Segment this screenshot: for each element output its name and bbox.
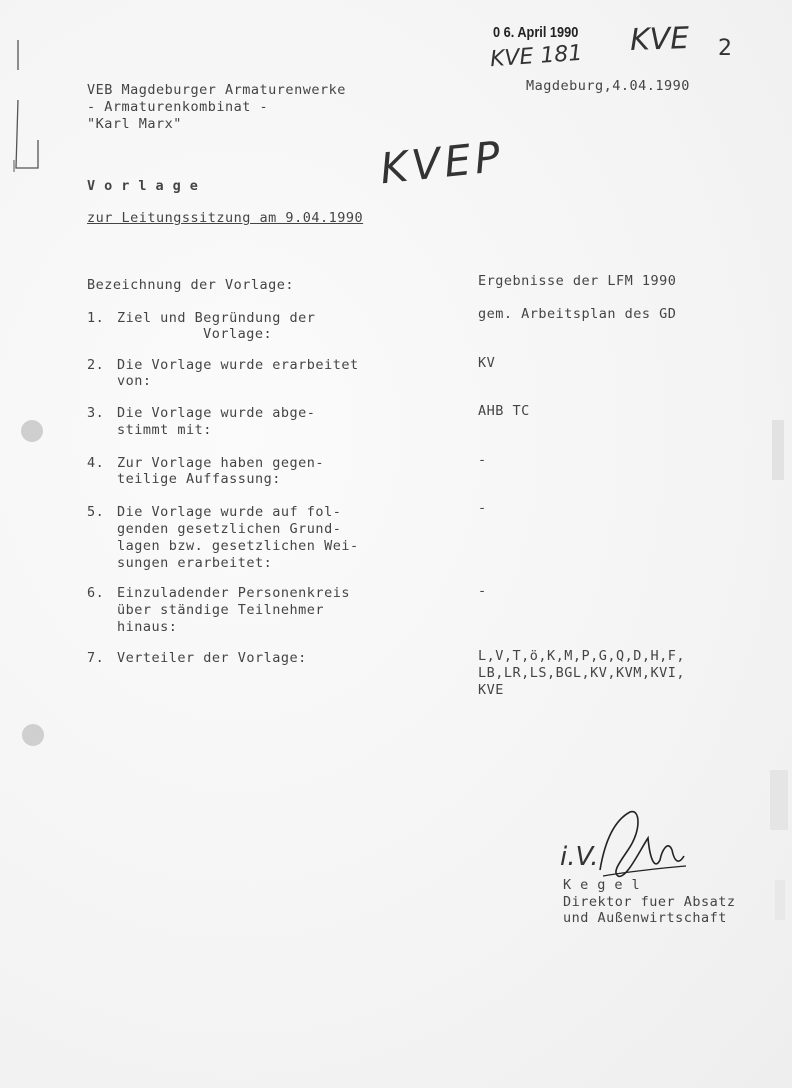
item-label-line: Zur Vorlage haben gegen- (117, 455, 325, 471)
item-number: 5. (87, 504, 105, 520)
handwritten-kve: KVE (629, 20, 690, 59)
signature-prefix: i.V. (560, 842, 599, 872)
item-number: 6. (87, 585, 105, 601)
punch-hole-bottom (22, 724, 44, 746)
item-answer: gem. Arbeitsplan des GD (478, 306, 677, 322)
item-label-line: Die Vorlage wurde erarbeitet (117, 357, 359, 373)
item-label-line: genden gesetzlichen Grund- (117, 521, 342, 537)
item-number: 3. (87, 405, 105, 421)
handwritten-page-number: 2 (718, 36, 732, 61)
item-number: 2. (87, 357, 105, 373)
item-label-line: Ziel und Begründung der (117, 310, 316, 326)
signer-name: Kegel (563, 877, 649, 893)
punch-hole-top (21, 420, 43, 442)
item-label-line: über ständige Teilnehmer (117, 602, 325, 618)
item-label-line: lagen bzw. gesetzlichen Wei- (117, 538, 359, 554)
item-answer: KVE (478, 682, 504, 698)
signer-title-line-1: Direktor fuer Absatz (563, 894, 736, 910)
designation-label: Bezeichnung der Vorlage: (87, 277, 295, 293)
item-label-line: stimmt mit: (117, 422, 212, 438)
item-answer: - (478, 583, 487, 599)
item-label-line: teilige Auffassung: (117, 471, 281, 487)
item-label-line: Die Vorlage wurde auf fol- (117, 504, 342, 520)
item-answer: L,V,T,ö,K,M,P,G,Q,D,H,F, (478, 648, 686, 664)
document-subtitle: zur Leitungssitzung am 9.04.1990 (87, 210, 364, 226)
document-title: Vorlage (87, 178, 207, 194)
sender-line-2: - Armaturenkombinat - (87, 99, 269, 115)
item-label-line: Die Vorlage wurde abge- (117, 405, 316, 421)
item-number: 7. (87, 650, 105, 666)
signer-title-line-2: und Außenwirtschaft (563, 910, 727, 926)
item-label-line: sungen erarbeitet: (117, 555, 273, 571)
designation-value: Ergebnisse der LFM 1990 (478, 273, 677, 289)
item-label-line: Vorlage: (160, 326, 273, 342)
item-answer: - (478, 452, 487, 468)
item-label-line: Verteiler der Vorlage: (117, 650, 307, 666)
item-label-line: hinaus: (117, 619, 178, 635)
item-number: 1. (87, 310, 105, 326)
item-answer: LB,LR,LS,BGL,KV,KVM,KVI, (478, 665, 686, 681)
item-number: 4. (87, 455, 105, 471)
sender-line-3: "Karl Marx" (87, 116, 182, 132)
item-answer: KV (478, 355, 496, 371)
handwritten-reference: KVE 181 (489, 40, 584, 73)
received-date-stamp: 0 6. April 1990 (493, 24, 579, 41)
item-answer: - (478, 500, 487, 516)
item-label-line: von: (117, 373, 152, 389)
place-date: Magdeburg,4.04.1990 (526, 78, 690, 94)
item-label-line: Einzuladender Personenkreis (117, 585, 350, 601)
handwritten-kvep: KVEP (377, 131, 507, 194)
item-answer: AHB TC (478, 403, 530, 419)
sender-line-1: VEB Magdeburger Armaturenwerke (87, 82, 346, 98)
